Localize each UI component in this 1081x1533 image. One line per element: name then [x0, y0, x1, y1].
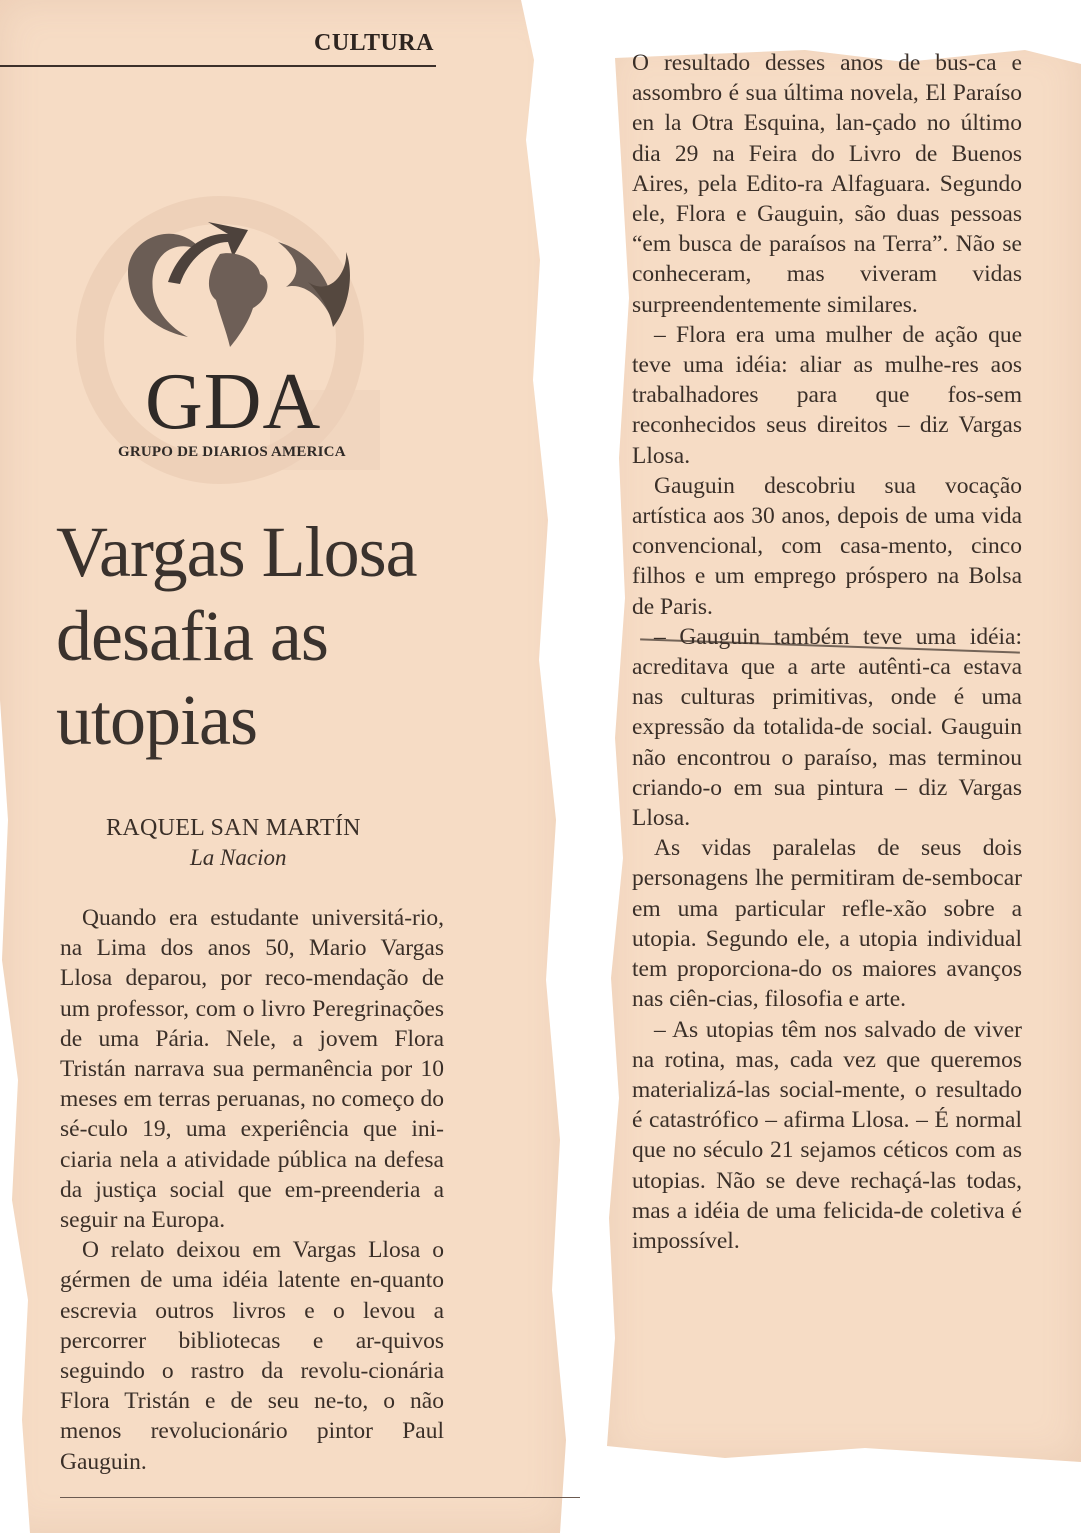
article-paragraph: O relato deixou em Vargas Llosa o gérmen de uma idéia latente en-quanto escrevia outros livros e o levou a percorrer bibliotecas e ar-quivos seguindo o rastro da revolu-cionária Flora Tristán e de seu ne-to, o não menos revolucionário pintor Paul Gauguin.	[60, 1237, 444, 1475]
gda-globe-logo-icon	[108, 212, 358, 352]
article-paragraph: – As utopias têm nos salvado de viver na rotina, mas, cada vez que queremos materializá-las social-mente, o resultado é catastrófico – afirma Llosa. – É normal que no século 21 sejamos céticos com as utopias. Não se deve rechaçá-las todas, mas a idéia de uma felicida-de coletiva é impossível.	[632, 1016, 1022, 1254]
section-rule	[0, 65, 436, 67]
byline-source: La Nacion	[190, 845, 287, 870]
article-column-right	[632, 48, 1022, 1256]
column-bottom-rule	[60, 1497, 580, 1498]
section-label: CULTURA	[314, 30, 434, 56]
headline: Vargas Llosa desafia as utopias	[56, 512, 417, 760]
article-paragraph: As vidas paralelas de seus dois personagens lhe permitiram de-sembocar em uma particular refle-xão sobre a utopia. Segundo ele, a utopia individual tem proporciona-do os maiores avanços nas ciên-cias, filosofia e arte.	[632, 835, 1022, 1013]
article-paragraph: – Gauguin também teve uma idéia: acreditava que a arte autênti-ca estava nas culturas primitivas, onde é uma expressão da totalida-de social. Gauguin não encontrou o paraíso, mas terminou criando-o em sua pintura – diz Vargas Llosa.	[632, 623, 1022, 832]
article-paragraph: Gauguin descobriu sua vocação artística aos 30 anos, depois de uma vida convencional, com casa-mento, cinco filhos e um emprego próspero na Bolsa de Paris.	[632, 472, 1022, 620]
article-column-left	[60, 903, 444, 1477]
article-paragraph: Quando era estudante universitá-rio, na Lima dos anos 50, Mario Vargas Llosa deparou, por reco-mendação de um professor, com o livro Peregrinações de uma Pária. Nele, a jovem Flora Tristán narrava sua permanência por 10 meses em terras peruanas, no começo do sé-culo 19, uma experiência que ini-ciaria nela a atividade pública na defesa da justiça social que em-preenderia a seguir na Europa.	[60, 905, 444, 1234]
logo-subtitle: GRUPO DE DIARIOS AMERICA	[118, 444, 346, 460]
article-paragraph: O resultado desses anos de bus-ca e assombro é sua última novela, El Paraíso en la Otra Esquina, lan-çado no último dia 29 na Feira do Livro de Buenos Aires, pela Edito-ra Alfaguara. Segundo ele, Flora e Gauguin, são duas pessoas “em busca de paraísos na Terra”. Não se conheceram, mas viveram vidas surpreendentemente similares.	[632, 50, 1022, 318]
byline-author: RAQUEL SAN MARTÍN	[106, 815, 361, 841]
article-paragraph: – Flora era uma mulher de ação que teve uma idéia: aliar as mulhe-res aos trabalhadores para que fos-sem reconhecidos seus direitos – diz Vargas Llosa.	[632, 321, 1022, 469]
logo-wordmark: GDA	[145, 358, 322, 446]
